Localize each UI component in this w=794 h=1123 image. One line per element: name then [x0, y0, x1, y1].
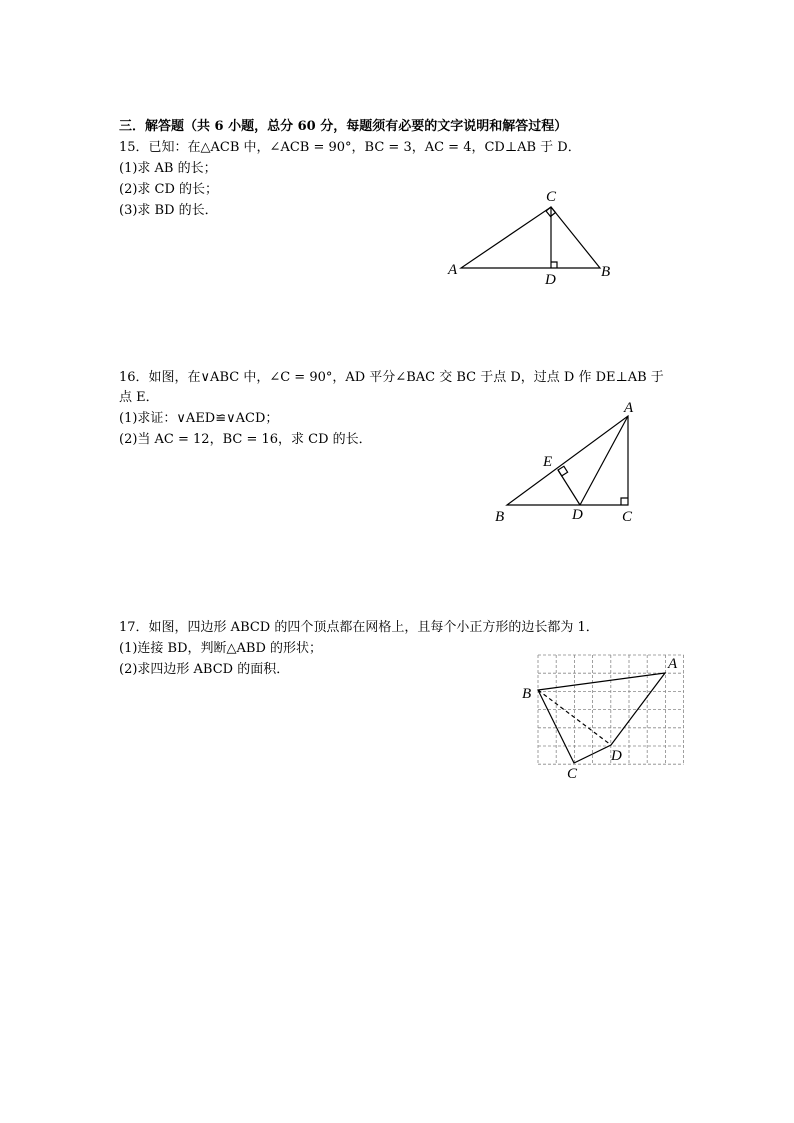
label-A-15: A [448, 262, 458, 278]
problem-17-stem: 17．如图，四边形 ABCD 的四个顶点都在网格上，且每个小正方形的边长都为 1． [119, 620, 599, 635]
label-C-15: C [546, 189, 557, 205]
label-B-17: B [522, 686, 532, 702]
label-C-16: C [622, 509, 633, 525]
problem-17-part-1: (1)连接 BD，判断△ABD 的形状； [119, 641, 323, 656]
problem-15-part-2: (2)求 CD 的长； [119, 182, 219, 197]
problem-16-stem: 16．如图，在∨ABC 中，∠C = 90°，AD 平分∠BAC 交 BC 于点 D，过点 D 作 DE⊥AB 于 [119, 370, 664, 385]
label-C-17: C [567, 766, 578, 782]
problem-15-stem: 15．已知：在△ACB 中，∠ACB = 90°，BC = 3，AC = 4，CD⊥AB 于 D． [119, 140, 581, 155]
label-D-16: D [572, 507, 583, 523]
label-A-17: A [668, 656, 678, 672]
label-B-16: B [495, 509, 505, 525]
problem-16-stem-cont: 点 E． [119, 390, 159, 405]
section-heading: 三．解答题（共 6 小题，总分 60 分，每题须有必要的文字说明和解答过程） [119, 119, 568, 134]
problem-17-part-2: (2)求四边形 ABCD 的面积． [119, 662, 290, 677]
label-D-15: D [545, 272, 556, 288]
label-A-16: A [624, 400, 634, 416]
problem-15-part-1: (1)求 AB 的长； [119, 161, 217, 176]
label-E-16: E [543, 454, 553, 470]
label-B-15: B [601, 264, 611, 280]
problem-16-part-2: (2)当 AC = 12，BC = 16，求 CD 的长． [119, 432, 372, 447]
problem-15-part-3: (3)求 BD 的长． [119, 203, 218, 218]
problem-16-part-1: (1)求证：∨AED≌∨ACD； [119, 411, 279, 426]
label-D-17: D [611, 748, 622, 764]
